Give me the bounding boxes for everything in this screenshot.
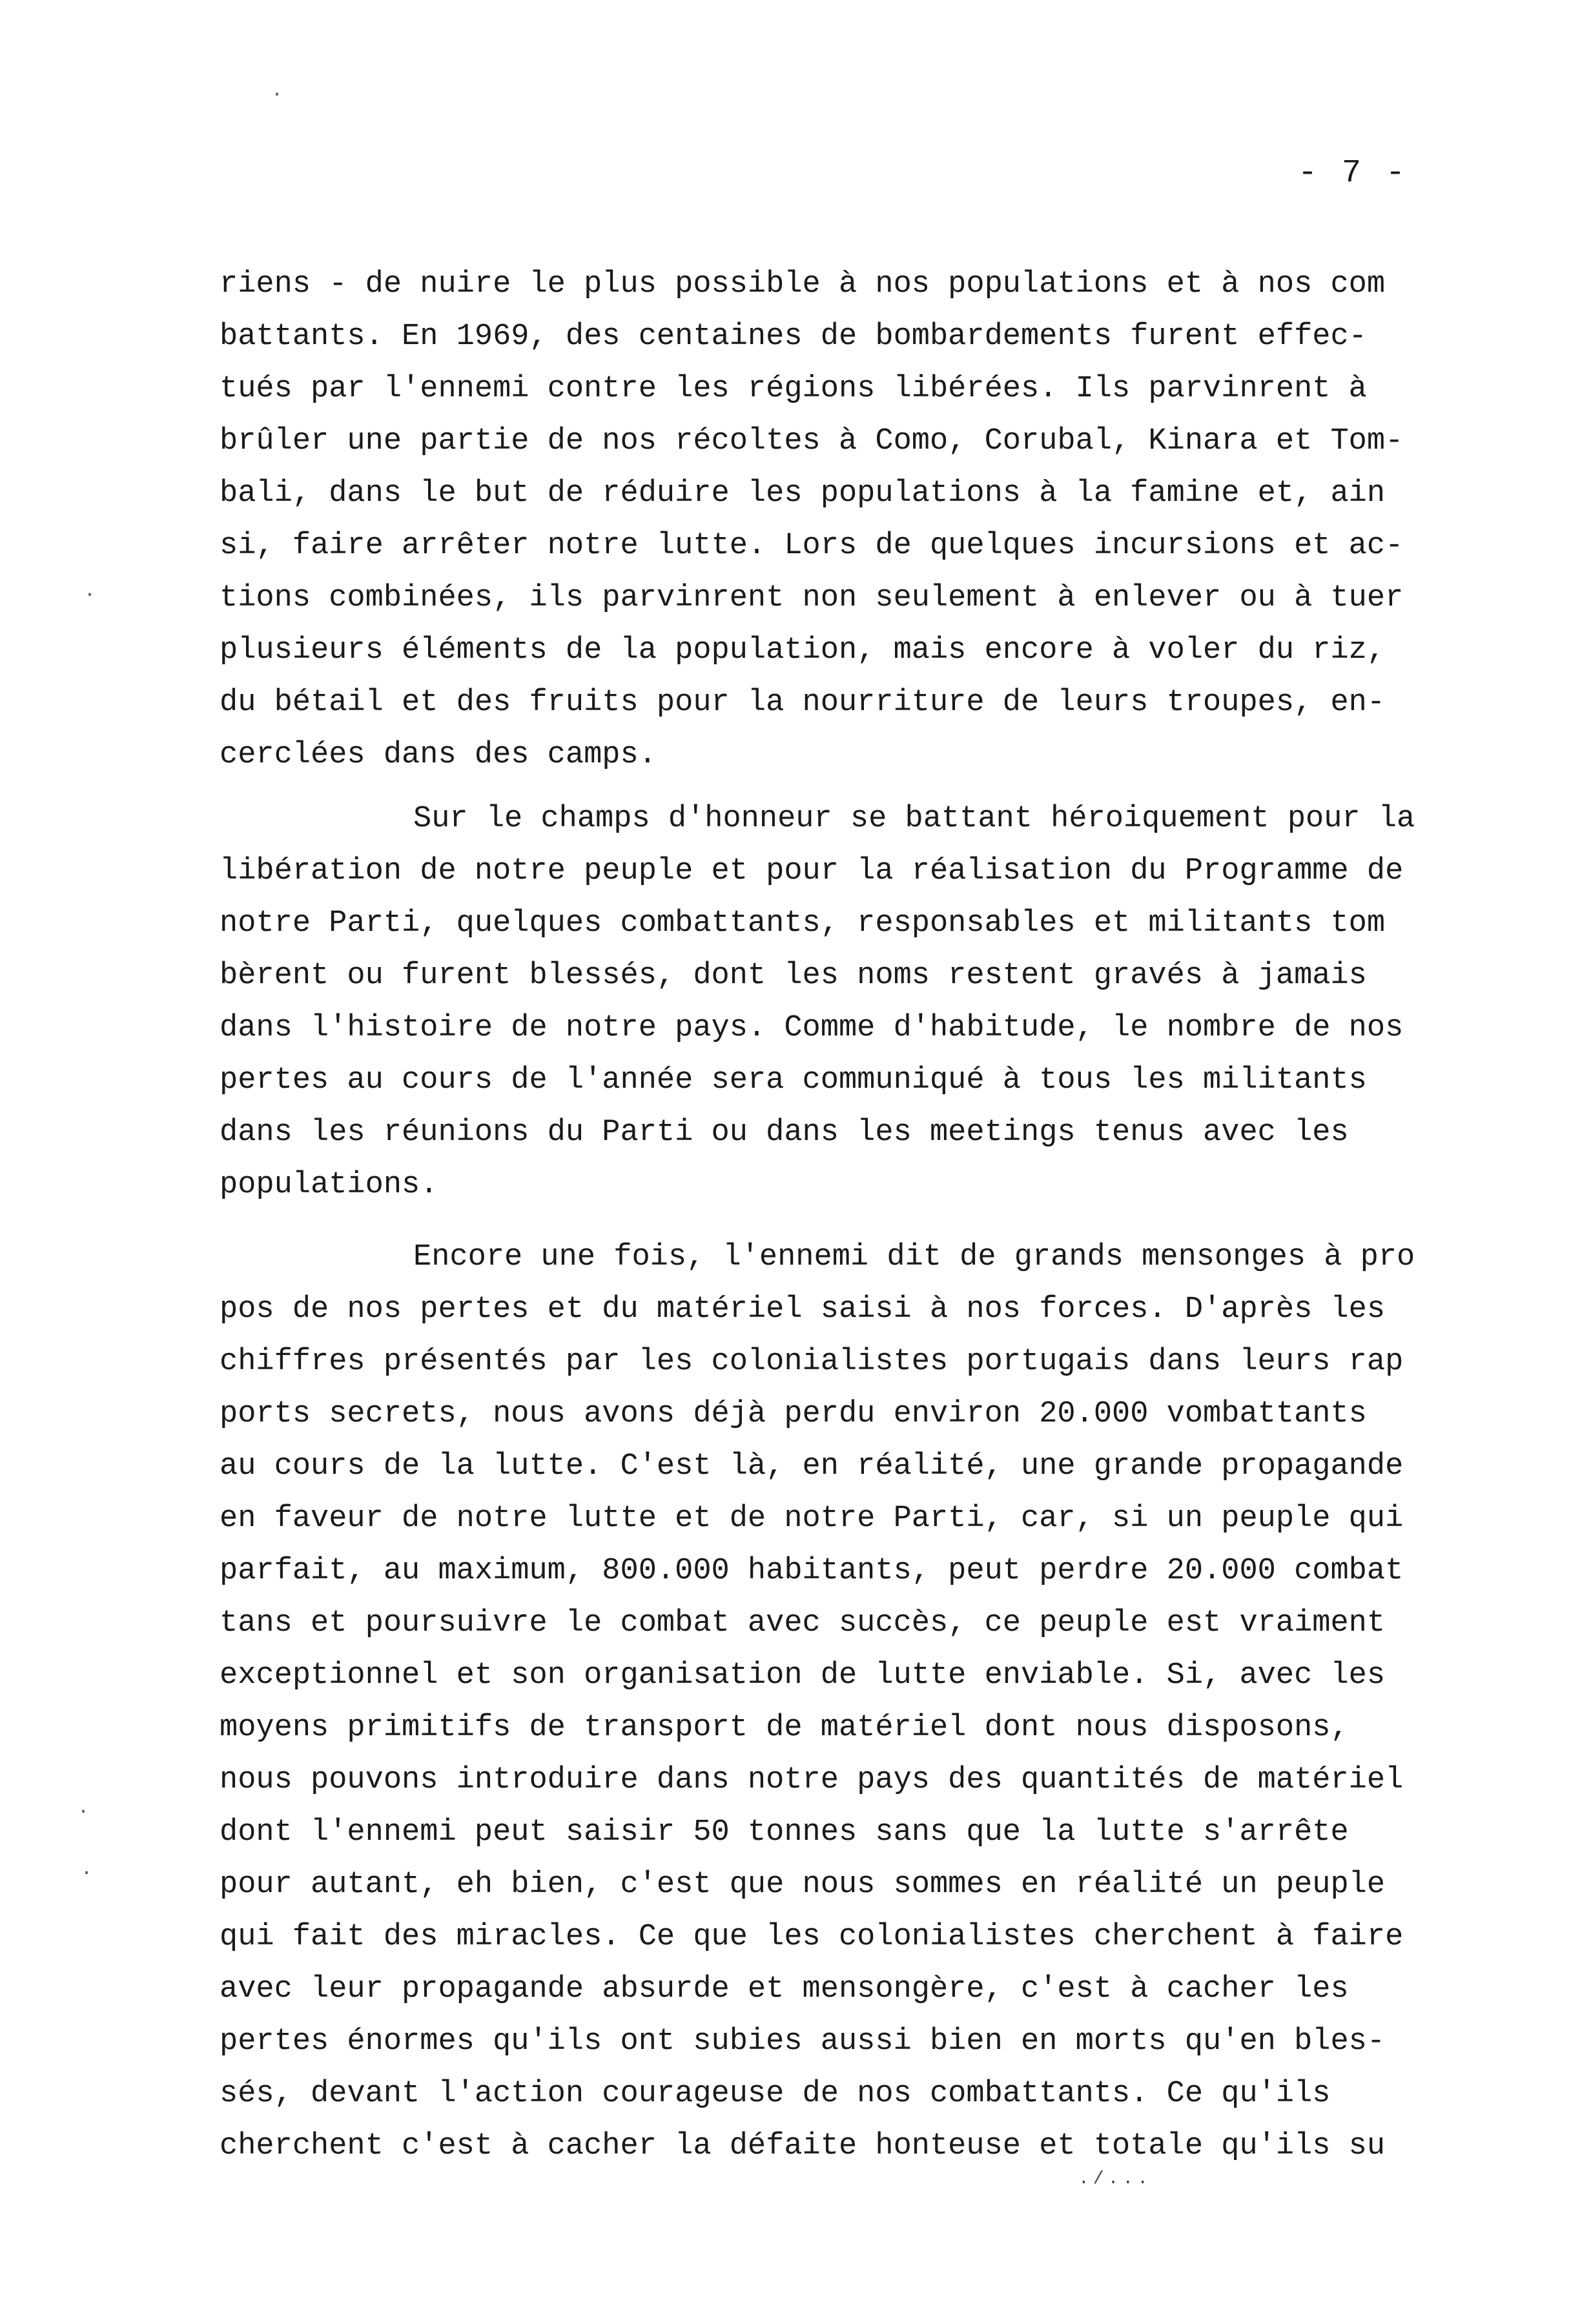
text-line: populations. xyxy=(220,1168,438,1202)
text-line: en faveur de notre lutte et de notre Parti, car, si un peuple qui xyxy=(220,1502,1404,1536)
paragraph-3 xyxy=(220,1231,1504,2172)
ink-speck-icon: · xyxy=(77,1801,90,1823)
ink-speck-icon: · xyxy=(271,84,283,106)
text-line: tions combinées, ils parvinrent non seulement à enlever ou à tuer xyxy=(220,581,1404,615)
text-line: avec leur propagande absurde et mensongère, c'est à cacher les xyxy=(220,1972,1349,2006)
text-line: brûler une partie de nos récoltes à Como, Corubal, Kinara et Tom- xyxy=(220,424,1404,458)
text-line: battants. En 1969, des centaines de bombardements furent effec- xyxy=(220,320,1367,354)
paragraph-1 xyxy=(220,258,1504,781)
text-line: dont l'ennemi peut saisir 50 tonnes sans que la lutte s'arrête xyxy=(220,1815,1349,1850)
text-line: exceptionnel et son organisation de lutte enviable. Si, avec les xyxy=(220,1658,1386,1693)
text-line: du bétail et des fruits pour la nourriture de leurs troupes, en- xyxy=(220,686,1386,720)
ink-speck-icon: · xyxy=(81,1862,93,1884)
text-line: cerclées dans des camps. xyxy=(220,738,657,772)
text-line: chiffres présentés par les colonialistes portugais dans leurs rap xyxy=(220,1345,1404,1379)
text-line: tués par l'ennemi contre les régions libérées. Ils parvinrent à xyxy=(220,372,1367,406)
text-line: parfait, au maximum, 800.000 habitants, peut perdre 20.000 combat xyxy=(220,1554,1404,1588)
text-line: qui fait des miracles. Ce que les colonialistes cherchent à faire xyxy=(220,1920,1404,1954)
text-line: dans les réunions du Parti ou dans les meetings tenus avec les xyxy=(220,1116,1349,1150)
text-line: plusieurs éléments de la population, mais encore à voler du riz, xyxy=(220,633,1386,668)
text-line: sés, devant l'action courageuse de nos combattants. Ce qu'ils xyxy=(220,2077,1331,2111)
text-line: moyens primitifs de transport de matériel dont nous disposons, xyxy=(220,1711,1349,1745)
continuation-mark: ./... xyxy=(1078,2169,1153,2189)
text-line: Sur le champs d'honneur se battant héroiquement pour la xyxy=(413,802,1415,836)
page-number: - 7 - xyxy=(1298,155,1408,192)
text-line: si, faire arrêter notre lutte. Lors de quelques incursions et ac- xyxy=(220,529,1404,563)
text-line: pour autant, eh bien, c'est que nous sommes en réalité un peuple xyxy=(220,1868,1386,1902)
text-line: pos de nos pertes et du matériel saisi à nos forces. D'après les xyxy=(220,1292,1386,1327)
text-line: ports secrets, nous avons déjà perdu environ 20.000 vombattants xyxy=(220,1397,1367,1431)
text-line: pertes au cours de l'année sera communiqué à tous les militants xyxy=(220,1063,1367,1097)
text-line: tans et poursuivre le combat avec succès, ce peuple est vraiment xyxy=(220,1606,1386,1640)
text-line: pertes énormes qu'ils ont subies aussi bien en morts qu'en bles- xyxy=(220,2024,1386,2059)
ink-speck-icon: · xyxy=(84,584,96,606)
text-line: Encore une fois, l'ennemi dit de grands mensonges à pro xyxy=(413,1240,1415,1274)
text-line: nous pouvons introduire dans notre pays des quantités de matériel xyxy=(220,1763,1404,1797)
text-line: dans l'histoire de notre pays. Comme d'habitude, le nombre de nos xyxy=(220,1011,1404,1045)
text-line: notre Parti, quelques combattants, responsables et militants tom xyxy=(220,906,1386,941)
paragraph-2 xyxy=(220,793,1504,1211)
text-line: bali, dans le but de réduire les populations à la famine et, ain xyxy=(220,476,1386,511)
text-line: cherchent c'est à cacher la défaite honteuse et totale qu'ils su xyxy=(220,2129,1386,2163)
text-line: au cours de la lutte. C'est là, en réalité, une grande propagande xyxy=(220,1449,1404,1483)
text-line: riens - de nuire le plus possible à nos populations et à nos com xyxy=(220,267,1386,301)
text-line: bèrent ou furent blessés, dont les noms restent gravés à jamais xyxy=(220,959,1367,993)
text-line: libération de notre peuple et pour la réalisation du Programme de xyxy=(220,854,1404,888)
